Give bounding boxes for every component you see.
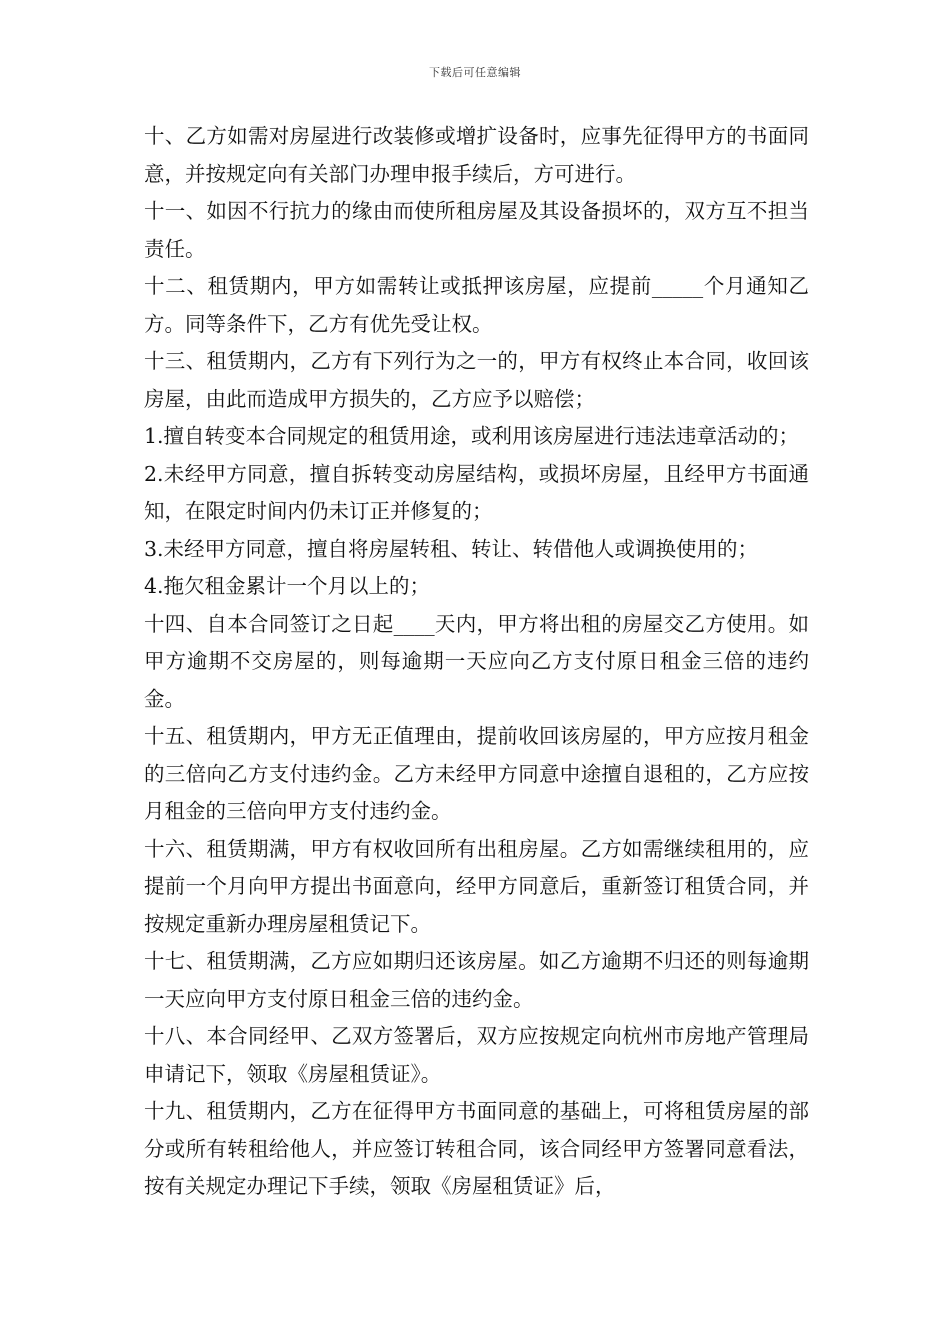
clause-14: 十四、自本合同签订之日起____天内，甲方将出租的房屋交乙方使用。如甲方逾期不交房屋的，则每逾期一天应向乙方支付原日租金三倍的违约金。 [144, 611, 809, 711]
clause-19: 十九、租赁期内，乙方在征得甲方书面同意的基础上，可将租赁房屋的部分或所有转租给他人，并应签订转租合同，该合同经甲方签署同意看法，按有关规定办理记下手续，领取《房屋租赁证》后， [144, 1099, 809, 1198]
clause-16: 十六、租赁期满，甲方有权收回所有出租房屋。乙方如需继续租用的，应提前一个月向甲方提出书面意向，经甲方同意后，重新签订租赁合同，并按规定重新办理房屋租赁记下。 [144, 836, 809, 936]
clause-10: 十、乙方如需对房屋进行改装修或增扩设备时，应事先征得甲方的书面同意，并按规定向有关部门办理申报手续后，方可进行。 [144, 124, 809, 186]
clause-11: 十一、如因不行抗力的缘由而使所租房屋及其设备损坏的，双方互不担当责任。 [144, 199, 809, 261]
clause-15: 十五、租赁期内，甲方无正值理由，提前收回该房屋的，甲方应按月租金的三倍向乙方支付违约金。乙方未经甲方同意中途擅自退租的，乙方应按月租金的三倍向甲方支付违约金。 [144, 724, 809, 823]
page-header: 下载后可任意编辑 [429, 66, 521, 79]
clause-12: 十二、租赁期内，甲方如需转让或抵押该房屋，应提前_____个月通知乙方。同等条件下，乙方有优先受让权。 [144, 274, 809, 336]
clause-13: 十三、租赁期内，乙方有下列行为之一的，甲方有权终止本合同，收回该房屋，由此而造成甲方损失的，乙方应予以赔偿； [144, 349, 809, 411]
clause-13-item-2: 2.未经甲方同意，擅自拆转变动房屋结构，或损坏房屋，且经甲方书面通知，在限定时间内仍未订正并修复的； [144, 461, 809, 523]
clause-13-item-1: 1.擅自转变本合同规定的租赁用途，或利用该房屋进行违法违章活动的； [144, 424, 800, 448]
clause-17: 十七、租赁期满，乙方应如期归还该房屋。如乙方逾期不归还的则每逾期一天应向甲方支付原日租金三倍的违约金。 [144, 949, 809, 1011]
document-body [144, 118, 809, 1206]
clause-18: 十八、本合同经甲、乙双方签署后，双方应按规定向杭州市房地产管理局申请记下，领取《房屋租赁证》。 [144, 1024, 809, 1086]
clause-13-item-4: 4.拖欠租金累计一个月以上的； [144, 574, 431, 598]
clause-13-item-3: 3.未经甲方同意，擅自将房屋转租、转让、转借他人或调换使用的； [144, 536, 759, 561]
